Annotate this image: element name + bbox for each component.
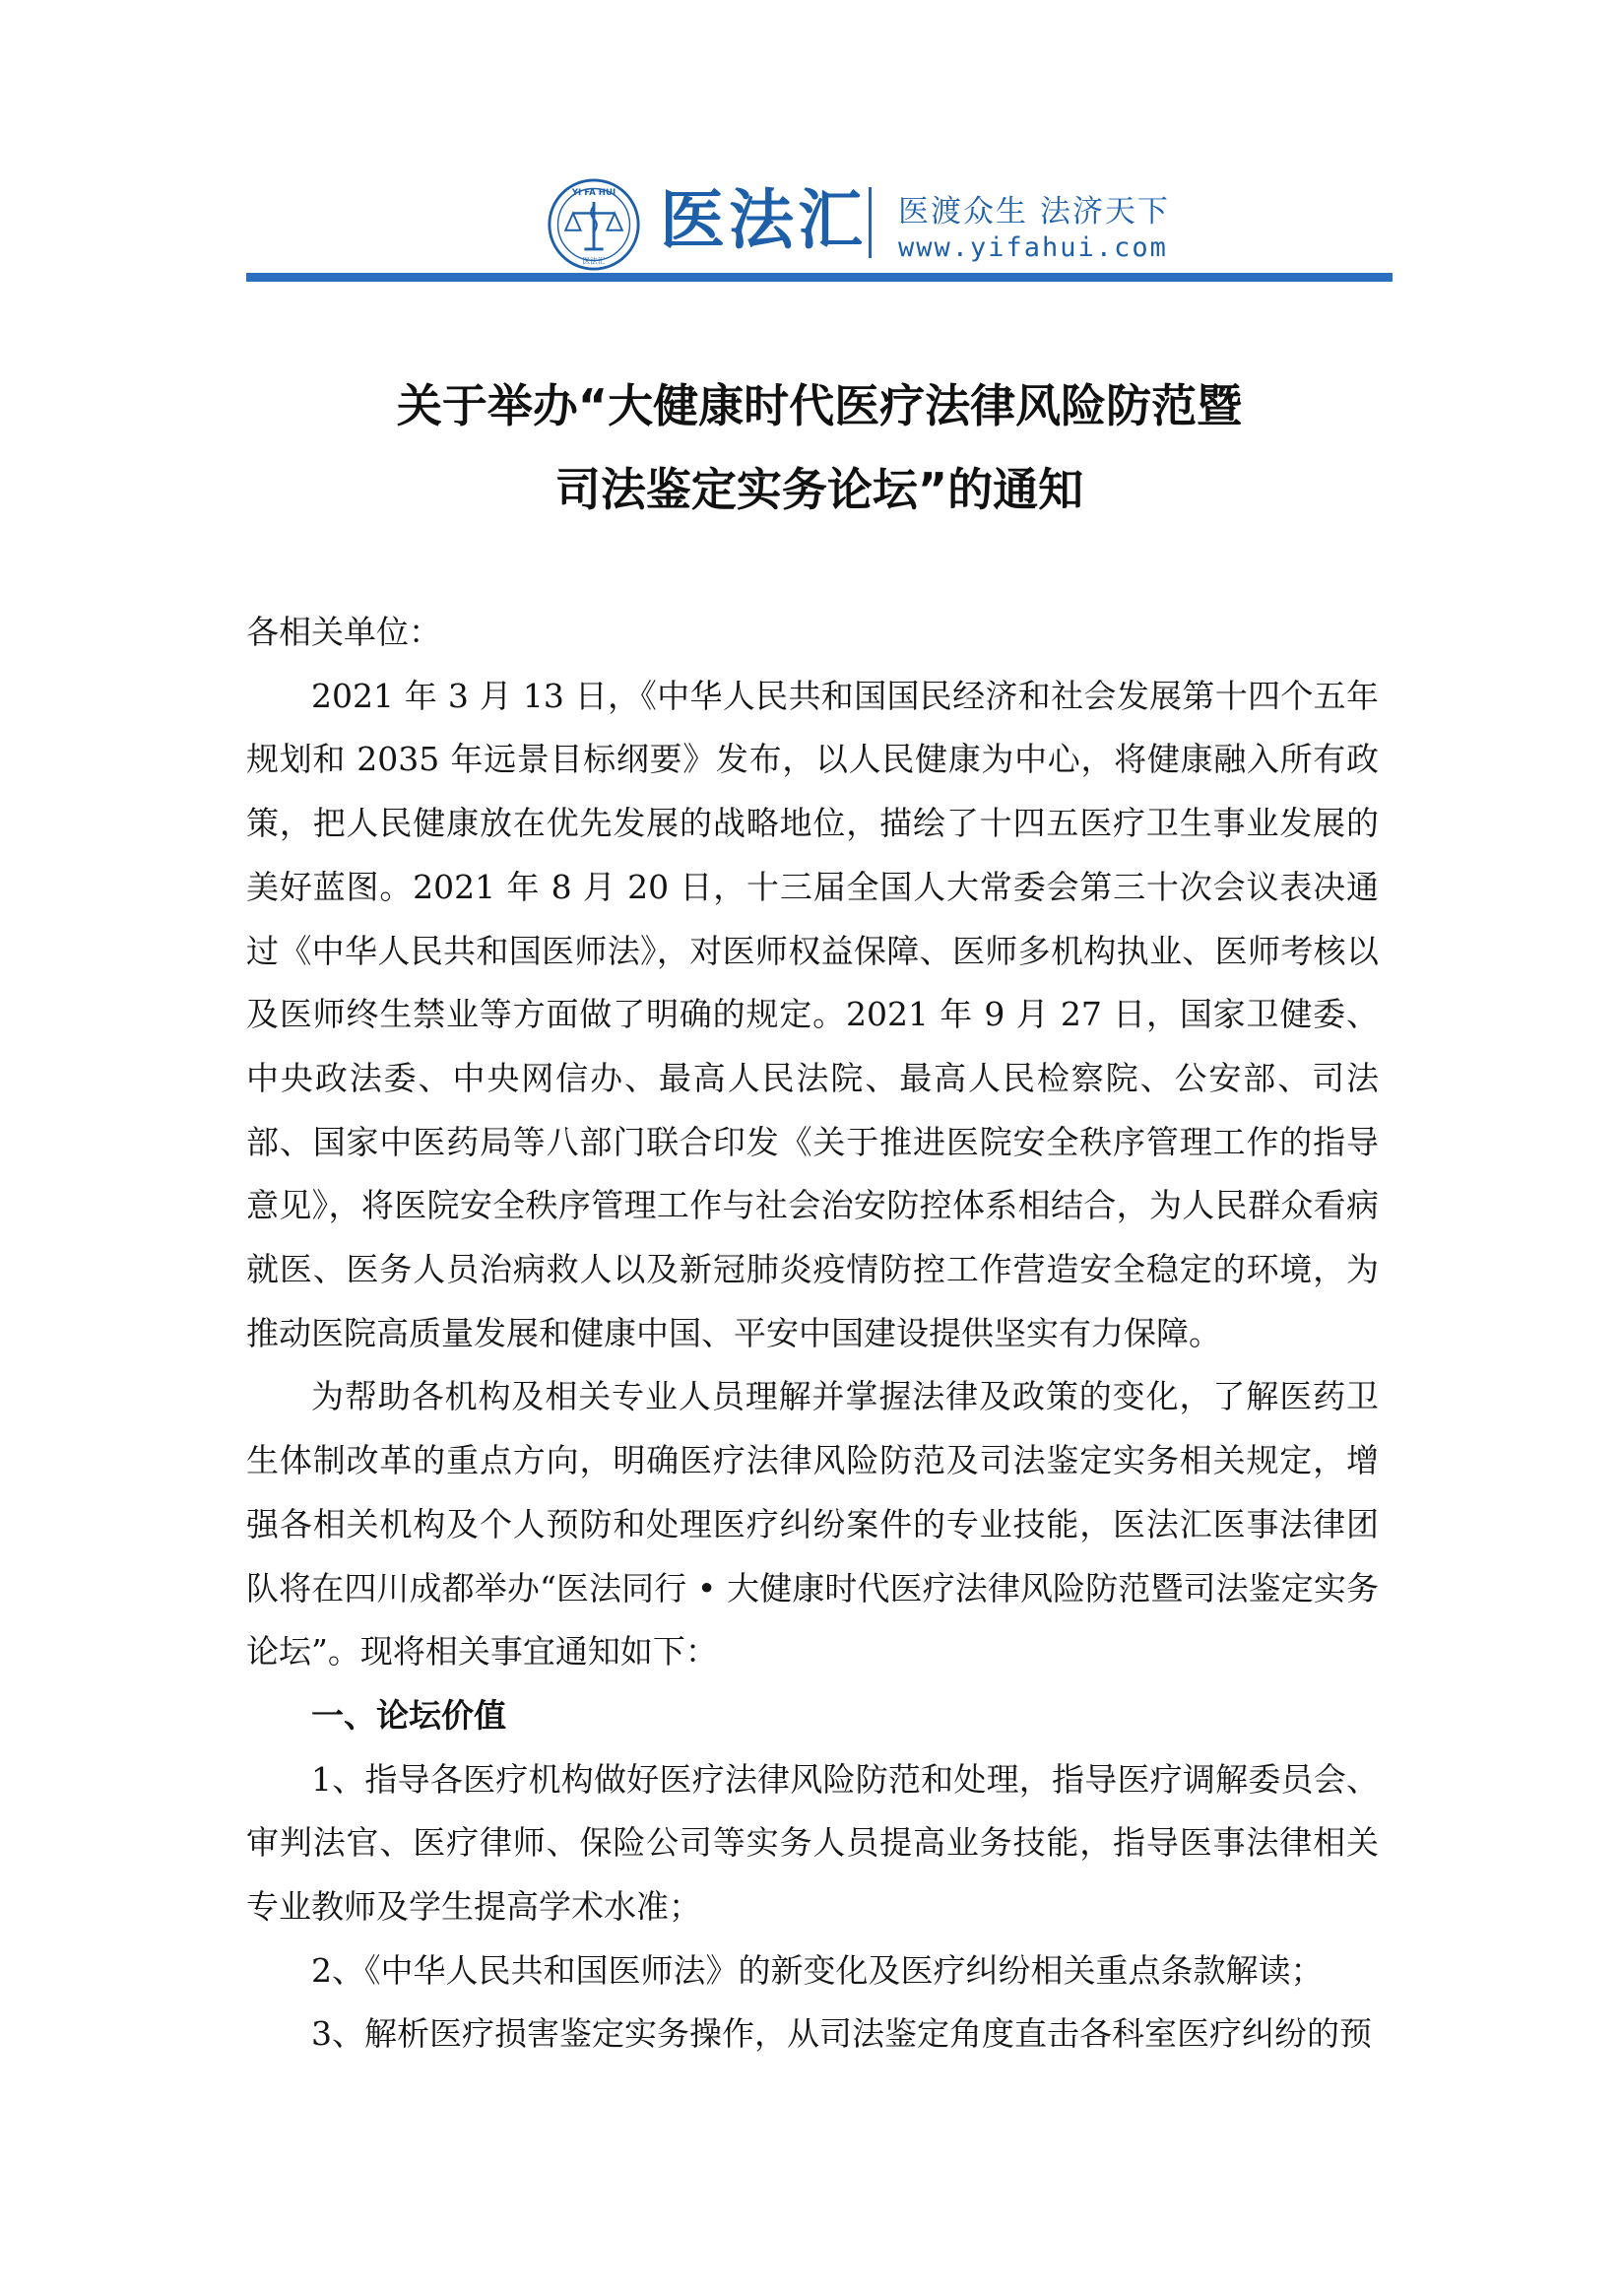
- list-item-3: 3、解析医疗损害鉴定实务操作，从司法鉴定角度直击各科室医疗纠纷的预: [311, 2014, 1372, 2054]
- salutation: 各相关单位：: [246, 613, 441, 651]
- paragraph-background: 2021 年 3 月 13 日，《中华人民共和国国民经济和社会发展第十四个五年规划和 2035 年远景目标纲要》发布，以人民健康为中心，将健康融入所有政策，把人民健康放在优先发展的战略地位，描绘了十四五医疗卫生事业发展的美好蓝图。2021 年 8 月 20 日，十三届全国人大常委会第三十次会议表决通过《中华人民共和国医师法》，对医师权益保障、医师多机构执业、医师考核以及医师终生禁业等方面做了明确的规定。2021 年 9 月 27 日，国家卫健委、中央政法委、中央网信办、最高人民法院、最高人民检察院、公安部、司法部、国家中医药局等八部门联合印发《关于推进医院安全秩序管理工作的指导意见》，将医院安全秩序管理工作与社会治安防控体系相结合，为人民群众看病就医、医务人员治病救人以及新冠肺炎疫情防控工作营造安全稳定的环境，为推动医院高质量发展和健康中国、平安中国建设提供坚实有力保障。: [246, 676, 1379, 1352]
- brand-name: 医法汇: [660, 182, 867, 258]
- header-rule: [246, 273, 1393, 282]
- document-title-line-1: 关于举办“大健康时代医疗法律风险防范暨: [396, 379, 1243, 432]
- document-body: [246, 601, 1379, 2066]
- brand-url: www.yifahui.com: [898, 232, 1168, 263]
- letterhead: [246, 158, 1393, 286]
- svg-text:YI FA HUI: YI FA HUI: [571, 188, 616, 199]
- list-item-1: 1、指导各医疗机构做好医疗法律风险防范和处理，指导医疗调解委员会、审判法官、医疗律师、保险公司等实务人员提高业务技能，指导医事法律相关专业教师及学生提高学术水准；: [246, 1759, 1379, 1927]
- scales-of-justice-seal-icon: [547, 177, 641, 272]
- section-heading-forum-value: 一、论坛价值: [311, 1695, 506, 1735]
- brand-divider: [869, 187, 872, 258]
- brand-slogan: 医渡众生 法济天下: [898, 194, 1170, 230]
- list-item-2: 2、《中华人民共和国医师法》的新变化及医疗纠纷相关重点条款解读；: [311, 1950, 1324, 1990]
- document-title-line-2: 司法鉴定实务论坛”的通知: [554, 463, 1084, 516]
- paragraph-purpose: 为帮助各机构及相关专业人员理解并掌握法律及政策的变化，了解医药卫生体制改革的重点方向，明确医疗法律风险防范及司法鉴定实务相关规定，增强各相关机构及个人预防和处理医疗纠纷案件的专业技能，医法汇医事法律团队将在四川成都举办“医法同行 • 大健康时代医疗法律风险防范暨司法鉴定实务论坛”。现将相关事宜通知如下：: [246, 1377, 1379, 1672]
- svg-text:医法汇: 医法汇: [582, 256, 606, 266]
